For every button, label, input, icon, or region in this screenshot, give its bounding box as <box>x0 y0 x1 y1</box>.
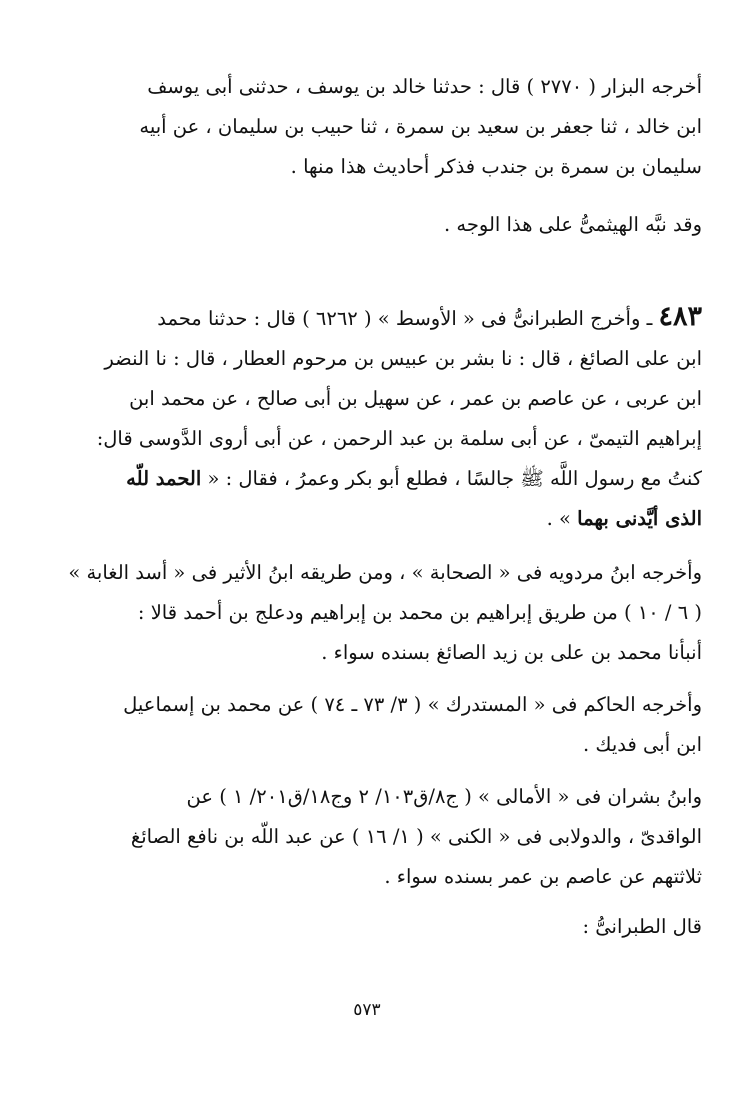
text-line: ابن خالد ، ثنا جعفر بن سعيد بن سمرة ، ثنا حبيب بن سليمان ، عن أبيه <box>139 115 702 138</box>
text-line: سليمان بن سمرة بن جندب فذكر أحاديث هذا منها . <box>290 155 702 178</box>
text-line: ابن أبى فديك . <box>583 733 702 756</box>
hadith-483 <box>66 297 702 539</box>
hadith-quote: الذى أيَّدنى بهما <box>577 507 702 530</box>
paragraph-hakim <box>66 685 702 765</box>
text-line: وأخرجه الحاكم فى « المستدرك » ( ٣/ ٧٣ ـ ٧٤ ) عن محمد بن إسماعيل <box>123 693 702 716</box>
hadith-intro: ـ وأخرج الطبرانىُّ فى « الأوسط » ( ٦٢٦٢ ) قال : حدثنا محمد <box>157 307 659 330</box>
hadith-quote: الحمد للّه <box>126 467 202 490</box>
text-line: وأخرجه ابنُ مردويه فى « الصحابة » ، ومن طريقه ابنُ الأثير فى « أسد الغابة » <box>68 561 702 584</box>
text-line: الواقدىّ ، والدولابى فى « الكنى » ( ١/ ١٦ ) عن عبد اللّه بن نافع الصائغ <box>130 825 702 848</box>
hadith-text: » . <box>546 507 578 530</box>
text-line: وابنُ بشران فى « الأمالى » ( ج٨/ق١٠٣/ ٢ وج١٨/ق٢٠١/ ١ ) عن <box>186 785 702 808</box>
page-number: ٥٧٣ <box>353 1000 381 1020</box>
text-line: ( ٦ / ١٠ ) من طريق إبراهيم بن محمد بن إبراهيم ودعلج بن أحمد قالا : <box>137 601 702 624</box>
text-line: إبراهيم التيمىّ ، عن أبى سلمة بن عبد الرحمن ، عن أبى أروى الدَّوسى قال: <box>96 427 702 450</box>
text-line: قال الطبرانىُّ : <box>582 915 702 938</box>
text-line: ابن عربى ، عن عاصم بن عمر ، عن سهيل بن أبى صالح ، عن محمد ابن <box>129 387 702 410</box>
paragraph-haythami <box>66 205 702 245</box>
hadith-number: ٤٨٣ <box>658 301 702 332</box>
paragraph-ibn-mardawayh <box>66 553 702 673</box>
paragraph-bazzar <box>66 67 702 187</box>
text-line <box>66 459 702 499</box>
text-line: ثلاثتهم عن عاصم بن عمر بسنده سواء . <box>384 865 702 888</box>
text-line <box>66 499 702 539</box>
hadith-text: كنتُ مع رسول اللَّه ﷺ جالسًا ، فطلع أبو بكر وعمرُ ، فقال : « <box>201 467 702 490</box>
text-line: ابن على الصائغ ، قال : نا بشر بن عبيس بن مرحوم العطار ، قال : نا النضر <box>104 347 702 370</box>
paragraph-ibn-bishran <box>66 777 702 897</box>
text-line: أخرجه البزار ( ٢٧٧٠ ) قال : حدثنا خالد بن يوسف ، حدثنى أبى يوسف <box>147 75 702 98</box>
paragraph-tabarani-said <box>66 907 702 947</box>
text-line <box>66 297 702 339</box>
text-line: وقد نبَّه الهيثمىُّ على هذا الوجه . <box>444 213 702 236</box>
text-line: أنبأنا محمد بن على بن زيد الصائغ بسنده سواء . <box>321 641 702 664</box>
